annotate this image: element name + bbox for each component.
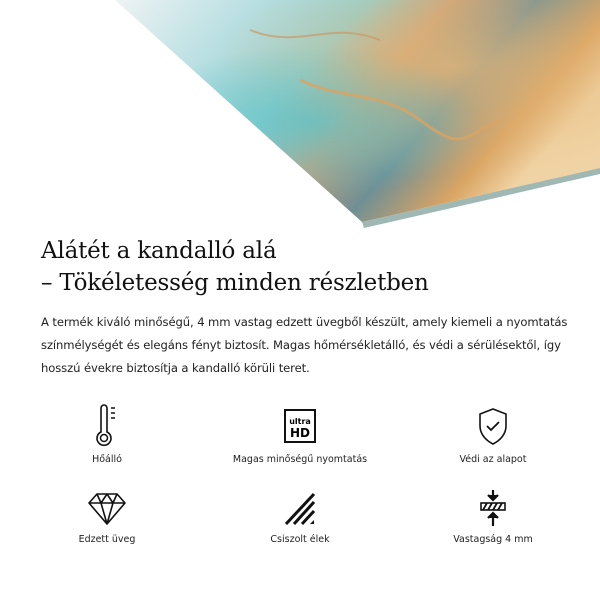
feature-high-quality-print (210, 404, 390, 465)
feature-protects-base (403, 404, 583, 465)
polished-edges-icon (280, 488, 320, 528)
feature-label: Edzett üveg (78, 534, 136, 545)
feature-label: Védi az alapot (459, 454, 527, 465)
diamond-icon (87, 488, 127, 528)
feature-label: Vastagság 4 mm (453, 534, 533, 545)
feature-polished-edges (210, 488, 390, 545)
feature-heat-resistant (17, 404, 197, 465)
product-image-glass-panel (0, 0, 600, 240)
ultra-hd-icon-text-bottom: HD (289, 426, 311, 440)
thickness-icon (473, 488, 513, 528)
ultra-hd-icon (280, 404, 320, 448)
feature-tempered-glass (17, 488, 197, 545)
feature-label: Csiszolt élek (270, 534, 330, 545)
shield-check-icon (473, 404, 513, 448)
heading-line-1: Alátét a kandalló alá (41, 238, 277, 264)
heading-line-2: – Tökéletesség minden részletben (41, 270, 429, 296)
thermometer-icon (87, 404, 127, 448)
feature-label: Hőálló (92, 454, 122, 465)
description: A termék kiváló minőségű, 4 mm vastag edzett üvegből készült, amely kiemeli a nyomtatás színmélységét és elegáns fényt biztosít. Magas hőmérsékletálló, és védi a sérülésektől, így hosszú évekre biztosítja a kandalló körüli teret. (41, 315, 568, 375)
feature-label: Magas minőségű nyomtatás (232, 454, 368, 465)
feature-thickness (403, 488, 583, 545)
ultra-hd-icon-text-top: ultra (289, 417, 311, 426)
